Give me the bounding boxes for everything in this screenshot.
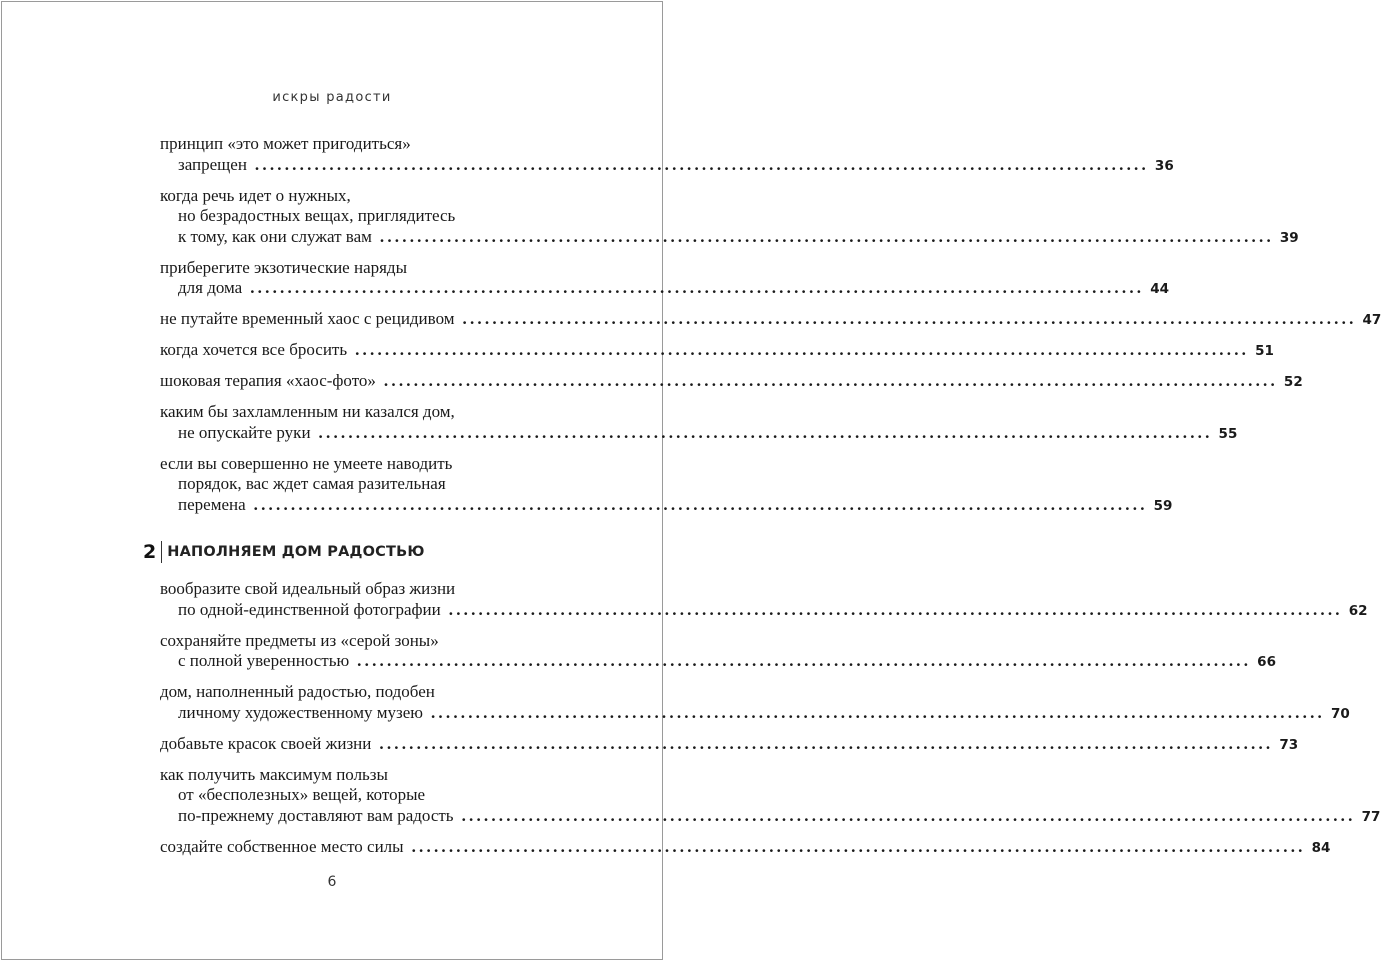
toc-entry[interactable] <box>160 340 1274 362</box>
toc-entry-text: приберегите экзотические наряды <box>160 257 408 277</box>
toc-entry-line <box>160 836 1331 859</box>
toc-entry[interactable] <box>160 134 1174 176</box>
toc-entry-text: не путайте временный хаос с рецидивом <box>160 309 455 328</box>
toc-entry-line <box>160 702 1350 725</box>
toc-entry-text: шоковая терапия «хаос-фото» <box>160 371 376 390</box>
toc-entry-line <box>160 309 1381 331</box>
toc-entry[interactable] <box>160 309 1381 331</box>
toc-entry-line <box>160 494 1173 517</box>
toc-entry-line <box>160 651 1276 673</box>
toc-entry-line <box>160 422 1238 445</box>
toc-entry-line <box>160 278 1170 300</box>
toc-entry-text: личному художественному музею <box>178 702 423 722</box>
toc-page-number: 39 <box>1279 229 1299 246</box>
chapter-title: НАПОЛНЯЕМ ДОМ РАДОСТЬЮ <box>167 544 425 560</box>
dot-leader: ........................................................................................................................ <box>357 651 1252 670</box>
chapter-number: 2 <box>143 541 157 563</box>
toc-entry-text: когда речь идет о нужных, <box>160 185 351 205</box>
toc-entry-line <box>160 340 1274 362</box>
toc-page-number: 51 <box>1255 343 1274 359</box>
toc-entry-line <box>160 154 1174 177</box>
toc-entry-text: запрещен <box>178 154 247 174</box>
toc-entry-line <box>160 454 566 475</box>
toc-entry[interactable] <box>160 257 1170 300</box>
toc-entry-line <box>160 371 1303 393</box>
dot-leader: ........................................................................................................................ <box>318 422 1213 442</box>
toc-section-1 <box>160 134 1381 526</box>
toc-entry-line <box>160 733 1299 756</box>
toc-entry[interactable] <box>160 185 1299 249</box>
dot-leader: ........................................................................................................................ <box>379 733 1274 753</box>
dot-leader: ........................................................................................................................ <box>411 836 1306 856</box>
toc-entry[interactable] <box>160 836 1331 859</box>
page-number: 6 <box>327 874 337 890</box>
chapter-divider <box>161 541 162 563</box>
toc-page-number: 66 <box>1257 654 1276 670</box>
toc-page-number: 55 <box>1218 425 1238 442</box>
toc-entry-text: когда хочется все бросить <box>160 340 348 359</box>
toc-entry-line <box>160 682 566 703</box>
toc-entry-text: дом, наполненный радостью, подобен <box>160 682 435 701</box>
toc-entry[interactable] <box>160 579 1368 621</box>
toc-entry-line <box>160 631 566 652</box>
toc-entry[interactable] <box>160 630 1276 673</box>
toc-page-number: 84 <box>1311 839 1331 856</box>
dot-leader: ........................................................................................................................ <box>355 340 1250 359</box>
toc-entry-text: но безрадостных вещах, приглядитесь <box>178 206 456 225</box>
toc-entry-text: не опускайте руки <box>178 422 311 442</box>
toc-entry-text: сохраняйте предметы из «серой зоны» <box>160 630 439 650</box>
toc-entry-text: если вы совершенно не умеете наводить <box>160 453 453 473</box>
toc-entry-text: по-прежнему доставляют вам радость <box>178 805 454 825</box>
toc-entry[interactable] <box>160 682 1350 724</box>
toc-page-number: 44 <box>1150 281 1170 297</box>
toc-entry-text: добавьте красок своей жизни <box>160 733 372 753</box>
toc-page-number: 73 <box>1279 736 1299 753</box>
toc-entry-text: по одной-единственной фотографии <box>178 599 441 619</box>
toc-entry-text: вообразите свой идеальный образ жизни <box>160 579 456 598</box>
toc-page-number: 59 <box>1153 497 1173 514</box>
toc-entry-line <box>160 258 566 279</box>
toc-entry-line <box>160 579 566 600</box>
toc-entry-line <box>160 805 1381 828</box>
dot-leader: ........................................................................................................................ <box>250 278 1145 297</box>
toc-entry-line <box>160 599 1368 622</box>
dot-leader: ........................................................................................................................ <box>462 309 1357 328</box>
running-head: искры радости <box>272 90 392 105</box>
toc-entry[interactable] <box>160 733 1299 756</box>
toc-entry-text: порядок, вас ждет самая разительная <box>178 474 446 493</box>
toc-entry-line <box>160 474 566 495</box>
toc-entry[interactable] <box>160 764 1381 828</box>
toc-entry-text: от «бесполезных» вещей, которые <box>178 785 426 804</box>
toc-entry-text: создайте собственное место силы <box>160 836 404 856</box>
toc-entry-text: с полной уверенностью <box>178 651 350 670</box>
dot-leader: ........................................................................................................................ <box>461 805 1356 825</box>
toc-page-number: 62 <box>1348 602 1368 619</box>
toc-entry-text: для дома <box>178 278 243 297</box>
dot-leader: ........................................................................................................................ <box>383 371 1278 390</box>
toc-entry-line <box>160 186 566 207</box>
toc-page-number: 36 <box>1154 157 1174 174</box>
toc-entry-line <box>160 785 566 806</box>
toc-entry-text: каким бы захламленным ни казался дом, <box>160 402 455 421</box>
toc-entry-line <box>160 765 566 786</box>
dot-leader: ........................................................................................................................ <box>379 226 1274 246</box>
toc-entry[interactable] <box>160 402 1238 444</box>
toc-section-2 <box>160 579 1381 868</box>
toc-entry-line <box>160 206 566 227</box>
toc-entry-line <box>160 226 1299 249</box>
toc-entry[interactable] <box>160 453 1173 517</box>
toc-entry-text: принцип «это может пригодиться» <box>160 134 411 153</box>
toc-entry-text: как получить максимум пользы <box>160 764 388 784</box>
toc-page-number: 52 <box>1283 374 1303 390</box>
toc-page-number: 70 <box>1330 705 1350 722</box>
toc-page-number: 47 <box>1362 312 1381 328</box>
dot-leader: ........................................................................................................................ <box>448 599 1343 619</box>
toc-entry-line <box>160 402 566 423</box>
toc-entry[interactable] <box>160 371 1303 393</box>
toc-entry-text: к тому, как они служат вам <box>178 226 372 246</box>
toc-page-number: 77 <box>1361 808 1381 825</box>
dot-leader: ........................................................................................................................ <box>253 494 1148 514</box>
dot-leader: ........................................................................................................................ <box>254 154 1149 174</box>
toc-entry-line <box>160 134 566 155</box>
toc-entry-text: перемена <box>178 494 246 514</box>
chapter-heading <box>143 541 425 563</box>
dot-leader: ........................................................................................................................ <box>430 702 1325 722</box>
